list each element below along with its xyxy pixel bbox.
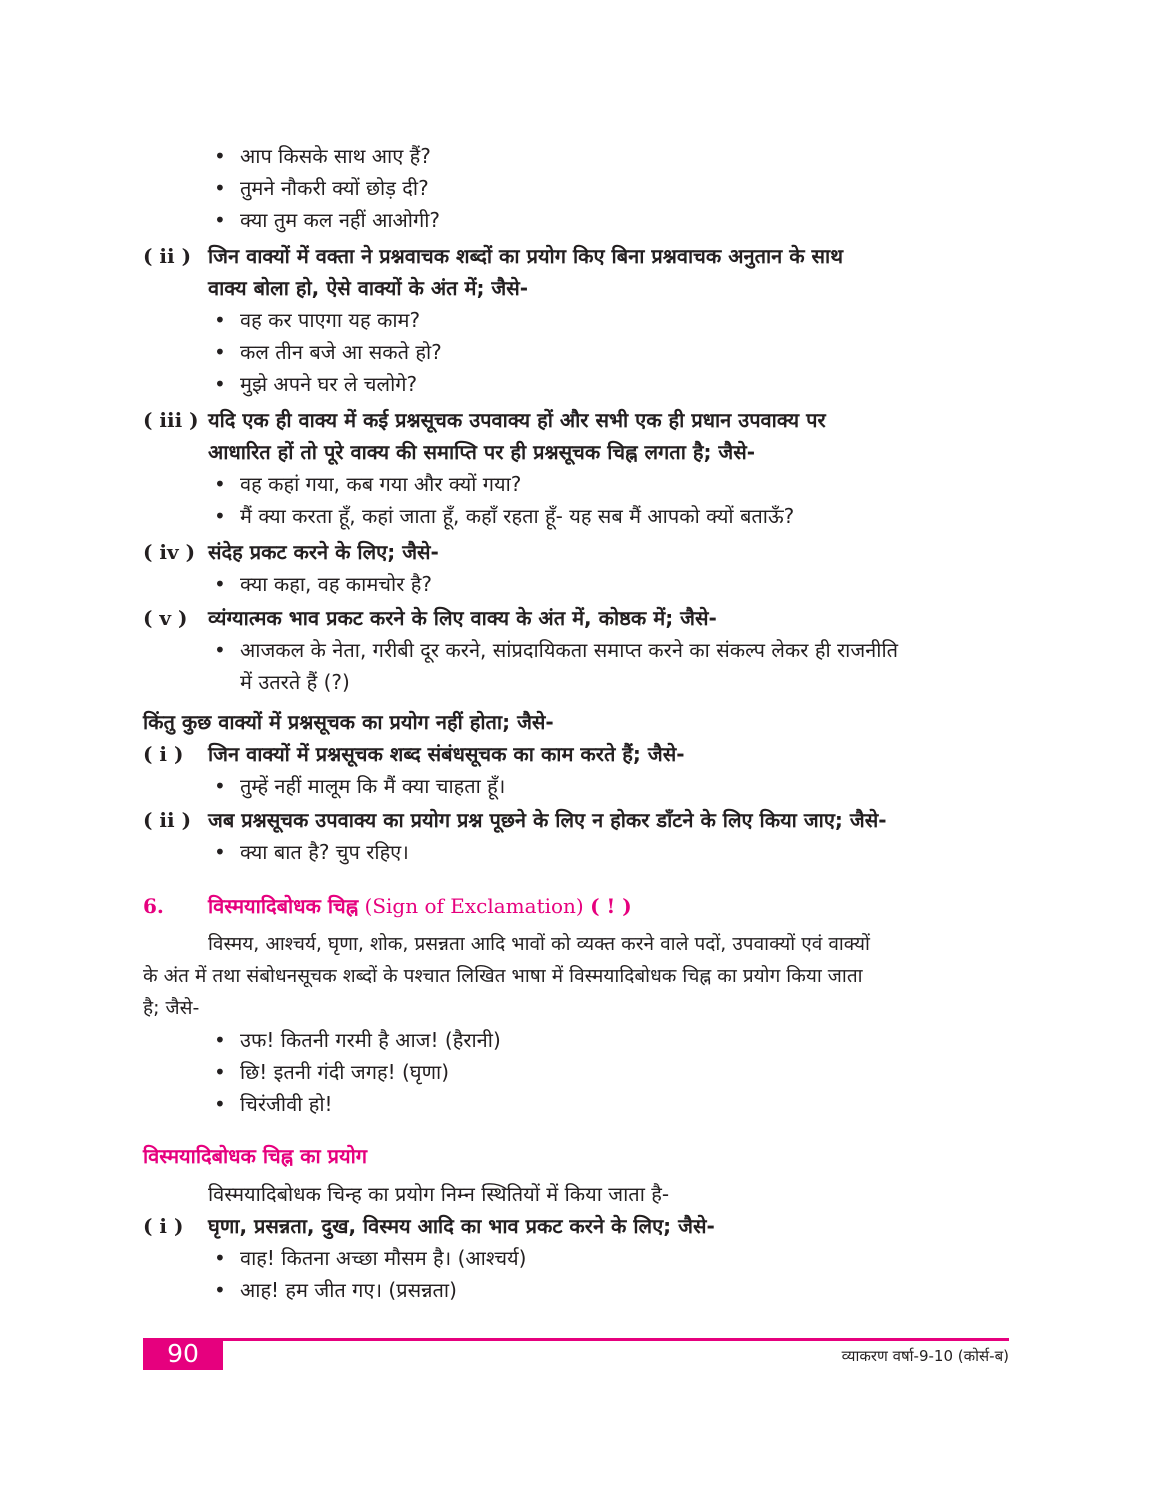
list-item: • आजकल के नेता, गरीबी दूर करने, सांप्रदायिकता समाप्त करने का संकल्प लेकर ही राजनीति — [214, 638, 899, 662]
section-title-hindi: विस्मयादिबोधक चिह्न — [208, 894, 359, 918]
list-item: • आप किसके साथ आए हैं? — [214, 144, 431, 168]
list-item: • क्या बात है? चुप रहिए। — [214, 840, 409, 864]
subheading: विस्मयादिबोधक चिह्न का प्रयोग — [143, 1144, 368, 1168]
rule-number: ( ii ) — [143, 244, 192, 268]
list-item: • वाह! कितना अच्छा मौसम है। (आश्चर्य) — [214, 1246, 527, 1270]
list-item: • क्या तुम कल नहीं आओगी? — [214, 208, 441, 232]
list-item: • क्या कहा, वह कामचोर है? — [214, 572, 432, 596]
rule-text: यदि एक ही वाक्य में कई प्रश्नसूचक उपवाक्य हों और सभी एक ही प्रधान उपवाक्य पर — [208, 408, 826, 432]
rule-number: ( v ) — [143, 606, 188, 630]
list-item: • मैं क्या करता हूँ, कहां जाता हूँ, कहाँ रहता हूँ- यह सब मैं आपको क्यों बताऊँ? — [214, 504, 795, 528]
list-item: • मुझे अपने घर ले चलोगे? — [214, 372, 418, 396]
list-item: • आह! हम जीत गए। (प्रसन्नता) — [214, 1278, 457, 1302]
list-item: • वह कहां गया, कब गया और क्यों गया? — [214, 472, 522, 496]
rule-text: जिन वाक्यों में वक्ता ने प्रश्नवाचक शब्दों का प्रयोग किए बिना प्रश्नवाचक अनुतान के साथ — [208, 244, 844, 268]
rule-text: वाक्य बोला हो, ऐसे वाक्यों के अंत में; जैसे- — [208, 276, 529, 300]
paragraph-line: विस्मयादिबोधक चिन्ह का प्रयोग निम्न स्थितियों में किया जाता है- — [208, 1182, 670, 1206]
rule-text: जिन वाक्यों में प्रश्नसूचक शब्द संबंधसूचक का काम करते हैं; जैसे- — [208, 742, 685, 766]
rule-text: घृणा, प्रसन्नता, दुख, विस्मय आदि का भाव प्रकट करने के लिए; जैसे- — [208, 1214, 715, 1238]
list-item: • तुमने नौकरी क्यों छोड़ दी? — [214, 176, 429, 200]
list-item: • उफ! कितनी गरमी है आज! (हैरानी) — [214, 1028, 501, 1052]
list-item-continuation: में उतरते हैं (?) — [240, 670, 350, 694]
list-item: • वह कर पाएगा यह काम? — [214, 308, 421, 332]
section-title-english: (Sign of Exclamation) — [364, 894, 584, 918]
list-item: • छि! इतनी गंदी जगह! (घृणा) — [214, 1060, 450, 1084]
page-number: 90 — [143, 1338, 223, 1370]
rule-number: ( iii ) — [143, 408, 199, 432]
rule-text: जब प्रश्नसूचक उपवाक्य का प्रयोग प्रश्न पूछने के लिए न होकर डाँटने के लिए किया जाए; जैसे- — [208, 808, 887, 832]
rule-number: ( iv ) — [143, 540, 196, 564]
rule-number: ( ii ) — [143, 808, 192, 832]
section-heading — [208, 894, 632, 918]
list-item: • तुम्हें नहीं मालूम कि मैं क्या चाहता हूँ। — [214, 774, 506, 798]
section-number: 6. — [143, 894, 164, 918]
footer-rule — [143, 1338, 1009, 1341]
rule-number: ( i ) — [143, 1214, 184, 1238]
paragraph-line: विस्मय, आश्चर्य, घृणा, शोक, प्रसन्नता आदि भावों को व्यक्त करने वाले पदों, उपवाक्यों एवं वाक्यों — [208, 933, 870, 955]
book-title: व्याकरण वर्षा-9-10 (कोर्स-ब) — [841, 1347, 1009, 1365]
paragraph-line: के अंत में तथा संबोधनसूचक शब्दों के पश्चात लिखित भाषा में विस्मयादिबोधक चिह्न का प्रयोग किया जाता — [143, 965, 863, 987]
rule-number: ( i ) — [143, 742, 184, 766]
list-item: • कल तीन बजे आ सकते हो? — [214, 340, 442, 364]
list-item: • चिरंजीवी हो! — [214, 1092, 333, 1116]
paragraph-line: है; जैसे- — [143, 997, 200, 1019]
exceptions-intro: किंतु कुछ वाक्यों में प्रश्नसूचक का प्रयोग नहीं होता; जैसे- — [143, 710, 554, 734]
rule-text: व्यंग्यात्मक भाव प्रकट करने के लिए वाक्य के अंत में, कोष्ठक में; जैसे- — [208, 606, 717, 630]
rule-text: संदेह प्रकट करने के लिए; जैसे- — [208, 540, 439, 564]
rule-text: आधारित हों तो पूरे वाक्य की समाप्ति पर ही प्रश्नसूचक चिह्न लगता है; जैसे- — [208, 440, 756, 464]
section-title-sign: ( ! ) — [590, 894, 632, 918]
